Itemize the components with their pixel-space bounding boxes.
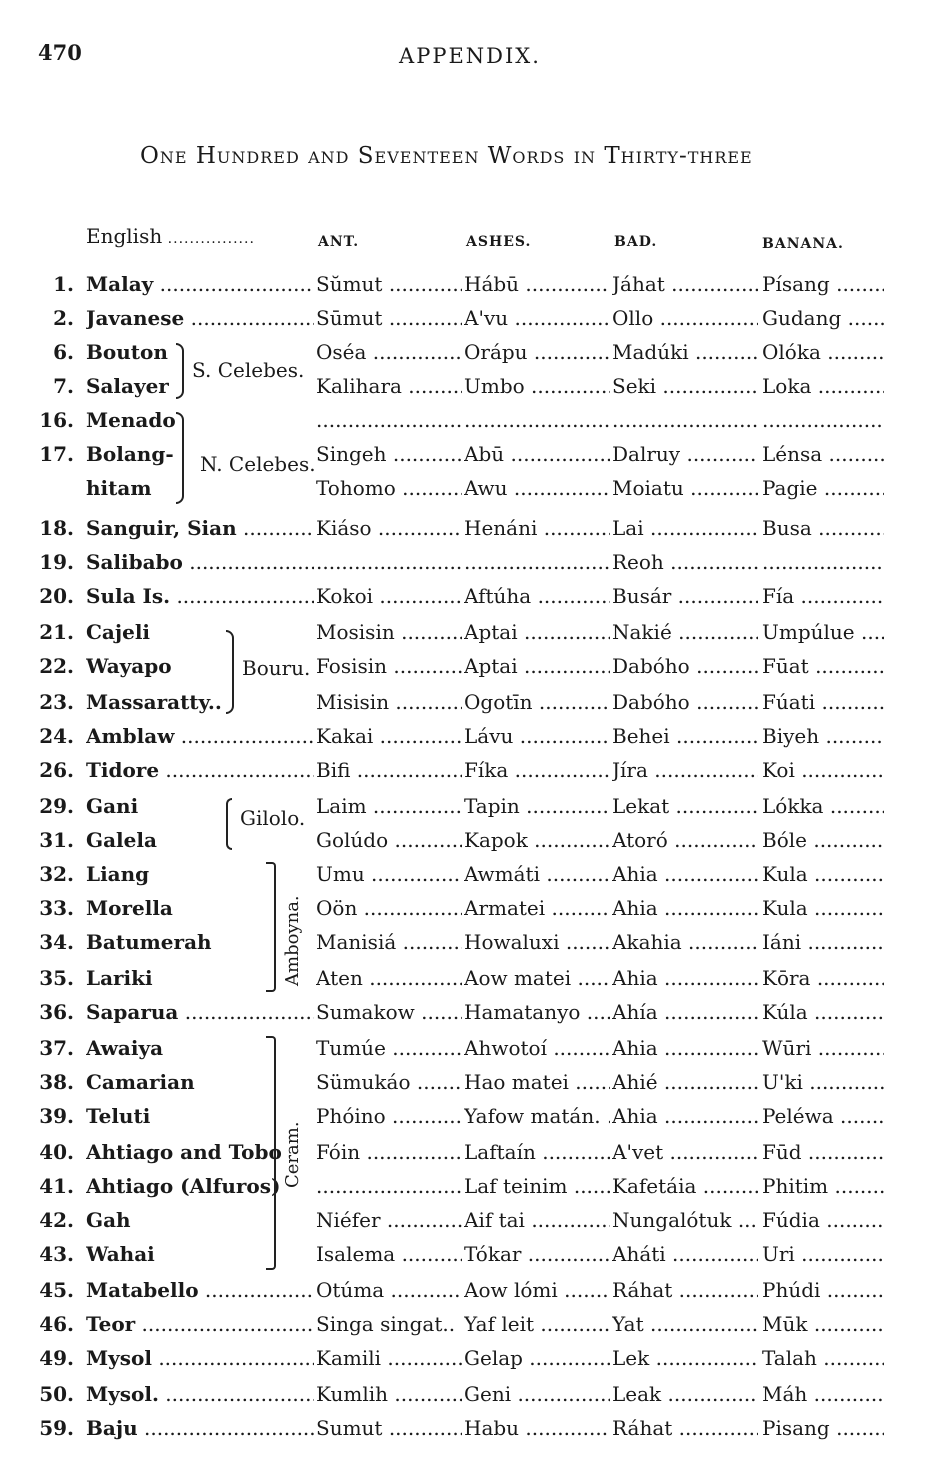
table-row (0, 272, 930, 306)
table-row (0, 516, 930, 550)
row-number: 6. (53, 340, 74, 364)
word-bad: Lekat ..... (612, 794, 758, 818)
table-row (0, 966, 930, 1000)
word-bad: Ahié ..... (612, 1070, 758, 1094)
word-ashes: Habu ..... (464, 1416, 610, 1440)
word-ashes: Abū ..... (464, 442, 610, 466)
word-banana: Talah ..... (762, 1346, 884, 1370)
word-banana: Pagie ..... (762, 476, 884, 500)
word-ashes: Lávu ..... (464, 724, 610, 748)
word-ant: Tohomo ..... (316, 476, 462, 500)
group-gilolo: Gilolo. (240, 806, 306, 830)
word-ant: Otúma ..... (316, 1278, 462, 1302)
table-row (0, 1174, 930, 1208)
word-ashes: Geni ..... (464, 1382, 610, 1406)
language-name: Amblaw ..... (86, 724, 314, 748)
header-bad: BAD. (614, 234, 658, 250)
language-name: Sanguir, Sian ..... (86, 516, 314, 540)
row-number: 37. (39, 1036, 74, 1060)
row-number: 22. (39, 654, 74, 678)
word-ant: Fosisin ..... (316, 654, 462, 678)
word-bad: Ahia ..... (612, 1036, 758, 1060)
word-ashes: Gelap ..... (464, 1346, 610, 1370)
word-bad: Jáhat ..... (612, 272, 758, 296)
word-banana: Fía ..... (762, 584, 884, 608)
language-name: Gani (86, 794, 139, 818)
language-name: Mysol. ..... (86, 1382, 314, 1406)
group-n-celebes: N. Celebes. (200, 452, 316, 476)
word-banana: Iáni ..... (762, 930, 884, 954)
row-number: 35. (39, 966, 74, 990)
row-number: 20. (39, 584, 74, 608)
word-bad: Leak ..... (612, 1382, 758, 1406)
table-row (0, 1382, 930, 1416)
group-s-celebes: S. Celebes. (192, 358, 305, 382)
language-name: Malay ..... (86, 272, 314, 296)
word-banana: Gudang ..... (762, 306, 884, 330)
word-banana (762, 408, 884, 432)
table-row (0, 1036, 930, 1070)
word-banana: Olóka ..... (762, 340, 884, 364)
row-number: 38. (39, 1070, 74, 1094)
language-name: Awaiya (86, 1036, 164, 1060)
row-number: 59. (39, 1416, 74, 1440)
word-banana: Wūri ..... (762, 1036, 884, 1060)
row-number: 31. (39, 828, 74, 852)
word-banana: Písang ..... (762, 272, 884, 296)
row-number: 16. (39, 408, 74, 432)
row-number: 42. (39, 1208, 74, 1232)
word-ant: Fóin ..... (316, 1140, 462, 1164)
word-ant (316, 408, 462, 432)
word-ant: Bifi ..... (316, 758, 462, 782)
word-ant (316, 1174, 462, 1198)
table-row (0, 654, 930, 688)
table-row (0, 1140, 930, 1174)
row-number: 32. (39, 862, 74, 886)
word-ashes: Tapin ..... (464, 794, 610, 818)
word-ashes: Aif tai ..... (464, 1208, 610, 1232)
word-ashes: Laf teinim ..... (464, 1174, 610, 1198)
word-ashes: Laftaín ..... (464, 1140, 610, 1164)
row-number: 34. (39, 930, 74, 954)
language-name: Baju ..... (86, 1416, 314, 1440)
table-row (0, 1104, 930, 1138)
word-bad: Ráhat ..... (612, 1416, 758, 1440)
row-number: 24. (39, 724, 74, 748)
brace-amboyna (266, 862, 276, 992)
word-ashes: Aptai ..... (464, 620, 610, 644)
table-row (0, 1208, 930, 1242)
word-banana: U'ki ..... (762, 1070, 884, 1094)
table-row (0, 1000, 930, 1034)
word-bad: Dabóho ..... (612, 654, 758, 678)
word-ant: Mosisin ..... (316, 620, 462, 644)
word-ant: Sumut ..... (316, 1416, 462, 1440)
language-name: Morella (86, 896, 173, 920)
word-ashes: Howaluxi ..... (464, 930, 610, 954)
word-banana (762, 550, 884, 574)
table-row (0, 896, 930, 930)
language-name: Massaratty.. (86, 690, 222, 714)
word-banana: Mūk ..... (762, 1312, 884, 1336)
table-row (0, 620, 930, 654)
word-ashes: Aptai ..... (464, 654, 610, 678)
word-bad: Aháti ..... (612, 1242, 758, 1266)
language-name: Teluti (86, 1104, 151, 1128)
language-name: Saparua ..... (86, 1000, 314, 1024)
word-ashes: Aow lómi ..... (464, 1278, 610, 1302)
word-bad: Dabóho ..... (612, 690, 758, 714)
word-ant: Sümukáo ..... (316, 1070, 462, 1094)
word-banana: Lénsa ..... (762, 442, 884, 466)
word-banana: Fúdia ..... (762, 1208, 884, 1232)
word-ant (316, 550, 462, 574)
language-name: Wahai (86, 1242, 155, 1266)
table-row (0, 408, 930, 442)
row-number: 36. (39, 1000, 74, 1024)
word-ashes: Hao matei ..... (464, 1070, 610, 1094)
word-ant: Kamili ..... (316, 1346, 462, 1370)
row-number: 7. (53, 374, 74, 398)
table-row (0, 1278, 930, 1312)
word-bad (612, 408, 758, 432)
language-name: Mysol ..... (86, 1346, 314, 1370)
word-bad: Ahia ..... (612, 966, 758, 990)
word-ant: Misisin ..... (316, 690, 462, 714)
word-ashes: Umbo ..... (464, 374, 610, 398)
word-banana: Lókka ..... (762, 794, 884, 818)
word-banana: Busa ..... (762, 516, 884, 540)
word-ashes: Yaf leit ..... (464, 1312, 610, 1336)
row-number: 19. (39, 550, 74, 574)
word-ashes: Hamatanyo ..... (464, 1000, 610, 1024)
word-banana: Kōra ..... (762, 966, 884, 990)
word-ant: Oséa ..... (316, 340, 462, 364)
row-number: 43. (39, 1242, 74, 1266)
row-number: 50. (39, 1382, 74, 1406)
group-amboyna: Amboyna. (282, 895, 303, 986)
table-row (0, 476, 930, 510)
word-banana: Fūd ..... (762, 1140, 884, 1164)
word-bad: Jíra ..... (612, 758, 758, 782)
word-bad: Seki ..... (612, 374, 758, 398)
word-bad: Dalruy ..... (612, 442, 758, 466)
word-ant: Aten ..... (316, 966, 462, 990)
brace-ceram (266, 1036, 276, 1270)
language-name: Batumerah (86, 930, 212, 954)
word-ashes: Armatei ..... (464, 896, 610, 920)
row-number: 23. (39, 690, 74, 714)
word-bad: Lai ..... (612, 516, 758, 540)
word-banana: Kúla ..... (762, 1000, 884, 1024)
page-number: 470 (38, 40, 82, 65)
word-ashes: Awmáti ..... (464, 862, 610, 886)
word-ashes: Hábū ..... (464, 272, 610, 296)
word-banana: Umpúlue ..... (762, 620, 884, 644)
row-number: 41. (39, 1174, 74, 1198)
word-bad: Ahía ..... (612, 1000, 758, 1024)
word-ashes: Awu ..... (464, 476, 610, 500)
language-name: Javanese ..... (86, 306, 314, 330)
language-name: Liang (86, 862, 150, 886)
word-bad: Atoró ..... (612, 828, 758, 852)
word-ant: Sūmut ..... (316, 306, 462, 330)
word-banana: Biyeh ..... (762, 724, 884, 748)
word-bad: Madúki ..... (612, 340, 758, 364)
word-bad: Ráhat ..... (612, 1278, 758, 1302)
word-banana: Koi ..... (762, 758, 884, 782)
word-ashes (464, 550, 610, 574)
word-banana: Uri ..... (762, 1242, 884, 1266)
word-ant: Kokoi ..... (316, 584, 462, 608)
word-bad: Ollo ..... (612, 306, 758, 330)
row-number: 40. (39, 1140, 74, 1164)
word-ant: Sŭmut ..... (316, 272, 462, 296)
word-ant: Isalema ..... (316, 1242, 462, 1266)
table-row (0, 442, 930, 476)
table-row (0, 862, 930, 896)
row-number: 18. (39, 516, 74, 540)
word-bad: Reoh ..... (612, 550, 758, 574)
header-banana: BANANA. (762, 236, 844, 252)
row-number: 21. (39, 620, 74, 644)
table-row (0, 1416, 930, 1450)
brace-bouru (226, 630, 234, 714)
header-ashes: ASHES. (466, 234, 532, 250)
language-name: Tidore ..... (86, 758, 314, 782)
word-banana: Pisang ..... (762, 1416, 884, 1440)
word-ant: Oön ..... (316, 896, 462, 920)
group-bouru: Bouru. (242, 656, 311, 680)
word-banana: Kula ..... (762, 896, 884, 920)
word-bad: Ahia ..... (612, 896, 758, 920)
language-name: Bolang- (86, 442, 174, 466)
header-row (0, 224, 930, 254)
word-bad: Ahia ..... (612, 862, 758, 886)
word-ant: Sumakow ..... (316, 1000, 462, 1024)
language-name: Galela (86, 828, 157, 852)
word-ant: Golúdo ..... (316, 828, 462, 852)
word-bad: Moiatu ..... (612, 476, 758, 500)
word-bad: Nakié ..... (612, 620, 758, 644)
word-ant: Singeh ..... (316, 442, 462, 466)
language-name: Cajeli (86, 620, 151, 644)
row-number: 2. (53, 306, 74, 330)
word-banana: Phitim ..... (762, 1174, 884, 1198)
table-row (0, 930, 930, 964)
word-banana: Loka ..... (762, 374, 884, 398)
table-row (0, 794, 930, 828)
word-banana: Fúati ..... (762, 690, 884, 714)
row-number: 29. (39, 794, 74, 818)
word-banana: Phúdi ..... (762, 1278, 884, 1302)
table-row (0, 690, 930, 724)
word-ashes: Orápu ..... (464, 340, 610, 364)
word-ant: Niéfer ..... (316, 1208, 462, 1232)
word-banana: Kula ..... (762, 862, 884, 886)
brace-n-celebes (176, 412, 184, 504)
language-name: Sula Is. ..... (86, 584, 314, 608)
word-bad: Behei ..... (612, 724, 758, 748)
word-ashes: Kapok ..... (464, 828, 610, 852)
table-row (0, 306, 930, 340)
table-row (0, 550, 930, 584)
group-ceram: Ceram. (282, 1121, 303, 1188)
table-row (0, 1070, 930, 1104)
table-row (0, 758, 930, 792)
table-row (0, 1242, 930, 1276)
row-number: 45. (39, 1278, 74, 1302)
word-ant: Phóino ..... (316, 1104, 462, 1128)
word-ashes: Aftúha ..... (464, 584, 610, 608)
word-ashes: Ogotīn ..... (464, 690, 610, 714)
language-name: Teor ..... (86, 1312, 314, 1336)
word-bad: Ahia ..... (612, 1104, 758, 1128)
word-ant: Kalihara ..... (316, 374, 462, 398)
language-name: hitam (86, 476, 152, 500)
word-bad: Kafetáia ..... (612, 1174, 758, 1198)
row-number: 39. (39, 1104, 74, 1128)
word-ashes: Tókar ..... (464, 1242, 610, 1266)
brace-s-celebes (176, 343, 184, 399)
table-row (0, 340, 930, 374)
word-ant: Tumúe ..... (316, 1036, 462, 1060)
word-ashes: Henáni ..... (464, 516, 610, 540)
row-number: 1. (53, 272, 74, 296)
word-bad: A'vet ..... (612, 1140, 758, 1164)
brace-gilolo (226, 798, 232, 850)
word-ashes: Yafow matán. ..... (464, 1104, 610, 1128)
word-ashes: A'vu ..... (464, 306, 610, 330)
word-ant: Kiáso ..... (316, 516, 462, 540)
language-name: Gah (86, 1208, 131, 1232)
language-name: Salibabo ..... (86, 550, 314, 574)
language-name: Camarian (86, 1070, 195, 1094)
word-banana: Peléwa ..... (762, 1104, 884, 1128)
row-number: 49. (39, 1346, 74, 1370)
word-ant: Umu ..... (316, 862, 462, 886)
table-title: One Hundred and Seventeen Words in Thirty-three (140, 143, 753, 169)
word-banana: Máh ..... (762, 1382, 884, 1406)
word-bad: Nungalótuk ..... (612, 1208, 758, 1232)
word-ashes (464, 408, 610, 432)
language-name: Lariki (86, 966, 153, 990)
language-name: Ahtiago and Tobo (86, 1140, 282, 1164)
word-ant: Kumlih ..... (316, 1382, 462, 1406)
word-bad: Akahia ..... (612, 930, 758, 954)
header-english: English ..... (86, 224, 255, 248)
language-name: Wayapo (86, 654, 172, 678)
language-name: Salayer (86, 374, 169, 398)
word-ant: Manisiá ..... (316, 930, 462, 954)
word-ashes: Ahwotoí ..... (464, 1036, 610, 1060)
word-bad: Lek ..... (612, 1346, 758, 1370)
word-ant: Singa singat.. ..... (316, 1312, 462, 1336)
word-ant: Laim ..... (316, 794, 462, 818)
table-row (0, 584, 930, 618)
table-row (0, 374, 930, 408)
word-banana: Fūat ..... (762, 654, 884, 678)
table-row (0, 1312, 930, 1346)
row-number: 33. (39, 896, 74, 920)
language-name: Menado (86, 408, 176, 432)
header-ant: ANT. (318, 234, 360, 250)
word-ashes: Fíka ..... (464, 758, 610, 782)
language-name: Bouton (86, 340, 168, 364)
word-ant: Kakai ..... (316, 724, 462, 748)
row-number: 46. (39, 1312, 74, 1336)
table-row (0, 1346, 930, 1380)
word-bad: Busár ..... (612, 584, 758, 608)
word-ashes: Aow matei ..... (464, 966, 610, 990)
running-head: APPENDIX. (399, 44, 541, 68)
table-row (0, 724, 930, 758)
word-bad: Yat ..... (612, 1312, 758, 1336)
table-row (0, 828, 930, 862)
language-name: Ahtiago (Alfuros) (86, 1174, 281, 1198)
word-banana: Bóle ..... (762, 828, 884, 852)
row-number: 17. (39, 442, 74, 466)
language-name: Matabello ..... (86, 1278, 314, 1302)
row-number: 26. (39, 758, 74, 782)
